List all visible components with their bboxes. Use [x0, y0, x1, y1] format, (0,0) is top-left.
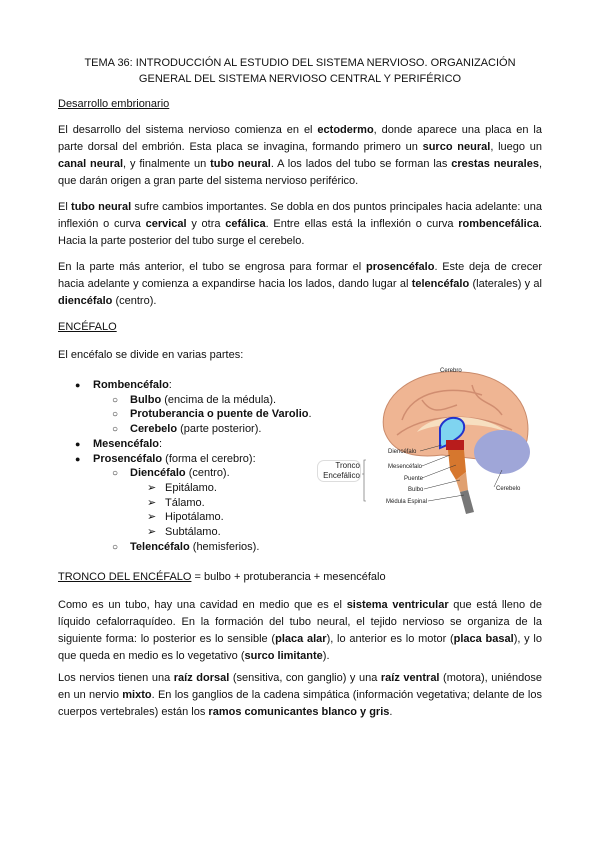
- text-run: . Entre ellas está la inflexión o curva: [265, 218, 459, 230]
- bold-term: Cerebelo: [130, 423, 178, 436]
- text-run: (forma el cerebro):: [162, 452, 256, 465]
- bold-term: placa basal: [453, 633, 514, 645]
- text-run: ).: [322, 650, 330, 662]
- label-diencefalo: Diencéfalo: [388, 449, 417, 455]
- text-run: Hipotálamo.: [165, 511, 224, 524]
- bullet-icon: ➢: [147, 496, 157, 509]
- paragraph: [58, 259, 542, 310]
- bold-term: Prosencéfalo: [93, 452, 163, 465]
- title-line: TEMA 36: INTRODUCCIÓN AL ESTUDIO DEL SISTEMA NERVIOSO. ORGANIZACIÓN: [84, 57, 516, 69]
- text-run: En la parte más anterior, el tubo se engrosa para formar el: [58, 261, 366, 273]
- label-medula: Médula Espinal: [386, 499, 428, 505]
- list-item: [147, 525, 221, 540]
- text-run: (hemisferios).: [189, 540, 260, 553]
- bullet-icon: ●: [75, 438, 81, 449]
- bold-term: Bulbo: [130, 393, 162, 406]
- bullet-icon: ○: [112, 409, 119, 421]
- bold-term: ectodermo: [317, 124, 374, 136]
- text-run: y otra: [186, 218, 226, 230]
- bold-term: canal neural: [58, 158, 124, 170]
- list-item: [147, 510, 224, 525]
- bold-term: Diencéfalo: [130, 467, 186, 480]
- bold-term: crestas neurales: [451, 158, 539, 170]
- paragraph: [58, 597, 542, 665]
- text-run: (sensitiva, con ganglio) y una: [229, 672, 381, 684]
- tronco-heading-formula: = bulbo + protuberancia + mesencéfalo: [191, 571, 386, 583]
- title-line: GENERAL DEL SISTEMA NERVIOSO CENTRAL Y PERIFÉRICO: [138, 73, 462, 85]
- paragraph: El encéfalo se divide en varias partes:: [58, 349, 244, 361]
- bold-term: Telencéfalo: [130, 540, 190, 553]
- text-run: (parte posterior).: [177, 423, 262, 436]
- list-item: [112, 540, 260, 555]
- bold-term: surco neural: [422, 141, 491, 153]
- label-tronco-encefalico: [318, 461, 360, 481]
- text-run: Tálamo.: [165, 496, 205, 509]
- bold-term: sistema ventricular: [346, 599, 449, 611]
- list-item: [112, 407, 312, 422]
- bold-term: mixto: [122, 689, 152, 701]
- label-puente: Puente: [404, 476, 424, 482]
- section-heading-desarrollo: Desarrollo embrionario: [58, 98, 170, 110]
- text-run: Subtálamo.: [165, 526, 221, 538]
- bullet-icon: ●: [75, 380, 81, 390]
- text-run: , que darán origen a gran parte del sistema nervioso periférico.: [58, 158, 543, 187]
- bold-term: surco limitante: [244, 650, 323, 662]
- label-encefalico: Encefálico: [323, 471, 360, 480]
- bullet-icon: ○: [112, 468, 119, 480]
- list-item: [147, 481, 217, 496]
- bold-term: placa alar: [275, 633, 327, 645]
- bullet-icon: ➢: [147, 481, 157, 494]
- bullet-icon: ●: [75, 453, 81, 464]
- text-run: , y finalmente un: [123, 158, 211, 170]
- bold-term: cervical: [145, 218, 187, 230]
- text-run: (centro).: [112, 295, 157, 307]
- text-run: Como es un tubo, hay una cavidad en medio que es el: [58, 599, 347, 611]
- text-run: , luego un: [490, 141, 542, 153]
- text-run: El desarrollo del sistema nervioso comienza en el: [58, 124, 318, 136]
- tronco-heading: [58, 569, 542, 586]
- list-item: [112, 466, 230, 481]
- list-item: [75, 378, 172, 393]
- bold-term: telencéfalo: [411, 278, 470, 290]
- list-item: [75, 437, 163, 452]
- list-item: [112, 422, 262, 437]
- bullet-icon: ➢: [147, 511, 157, 524]
- text-run: . A los lados del tubo se forman las: [270, 158, 452, 170]
- list-item: [112, 393, 277, 408]
- text-run: :: [159, 437, 163, 450]
- text-run: . Hacia la parte posterior del tubo surge el cerebelo.: [58, 218, 542, 247]
- bullet-icon: ➢: [147, 526, 157, 538]
- label-cerebelo: Cerebelo: [496, 486, 521, 492]
- text-run: ), y lo que queda en medio es lo vegetativo (: [58, 633, 542, 662]
- label-tronco: Tronco: [335, 461, 360, 470]
- bold-term: tubo neural: [210, 158, 271, 170]
- text-run: sufre cambios importantes. Se dobla en dos puntos principales hacia adelante: una inflexión o curva: [58, 201, 543, 230]
- paragraph: [58, 122, 542, 190]
- bold-term: raíz ventral: [380, 672, 440, 684]
- text-run: , donde aparece una placa en la parte dorsal del embrión. Esta placa se invagina, formando primero un: [58, 124, 542, 153]
- bold-term: raíz dorsal: [173, 672, 230, 684]
- bold-term: Rombencéfalo: [93, 379, 169, 391]
- text-run: El: [58, 201, 72, 213]
- text-run: Epitálamo.: [165, 481, 217, 494]
- tronco-heading-label: TRONCO DEL ENCÉFALO: [58, 571, 192, 583]
- paragraph: [58, 199, 542, 250]
- label-bulbo: Bulbo: [408, 487, 424, 493]
- text-run: que está lleno de líquido cefalorraquídeo. En la formación del tubo neural, el tejido nervioso se organiza de la siguiente forma: lo posterior es lo sensible (: [58, 599, 542, 645]
- section-heading-encefalo: ENCÉFALO: [58, 321, 117, 333]
- bold-term: Protuberancia o puente de Varolio: [130, 408, 309, 421]
- bold-term: diencéfalo: [58, 295, 113, 307]
- bold-term: cefálica: [225, 218, 266, 230]
- bold-term: tubo neural: [71, 201, 132, 213]
- list-item: [75, 452, 256, 467]
- bold-term: Mesencéfalo: [93, 437, 160, 450]
- text-run: (encima de la médula).: [161, 393, 277, 406]
- document-title: [58, 55, 542, 87]
- text-run: . Este deja de crecer hacia adelante y comienza a expandirse hacia los lados, dando lugar al: [58, 261, 542, 290]
- text-run: Los nervios tienen una: [58, 672, 174, 684]
- text-run: (centro).: [185, 467, 230, 480]
- bold-term: rombencefálica: [458, 218, 539, 230]
- label-cerebro: Cerebro: [440, 368, 462, 374]
- bullet-icon: ○: [112, 541, 119, 553]
- bold-term: prosencéfalo: [365, 261, 435, 273]
- text-run: :: [168, 379, 172, 391]
- text-run: (motora), uniéndose en un nervio: [58, 672, 543, 701]
- text-run: .: [308, 408, 312, 421]
- text-run: .: [389, 706, 393, 718]
- list-item: [147, 496, 205, 511]
- text-run: (laterales) y al: [469, 278, 542, 290]
- bullet-icon: ○: [112, 424, 119, 436]
- brain-diagram: [362, 360, 542, 520]
- text-run: ), lo anterior es lo motor (: [326, 633, 454, 645]
- bold-term: ramos comunicantes blanco y gris: [208, 706, 390, 718]
- bullet-icon: ○: [112, 394, 119, 406]
- paragraph: [58, 670, 542, 721]
- label-mesencefalo: Mesencéfalo: [388, 464, 423, 470]
- text-run: . En los ganglios de la cadena simpática (información vegetativa; delante de los cuerpos vertebrales) están los: [58, 689, 542, 718]
